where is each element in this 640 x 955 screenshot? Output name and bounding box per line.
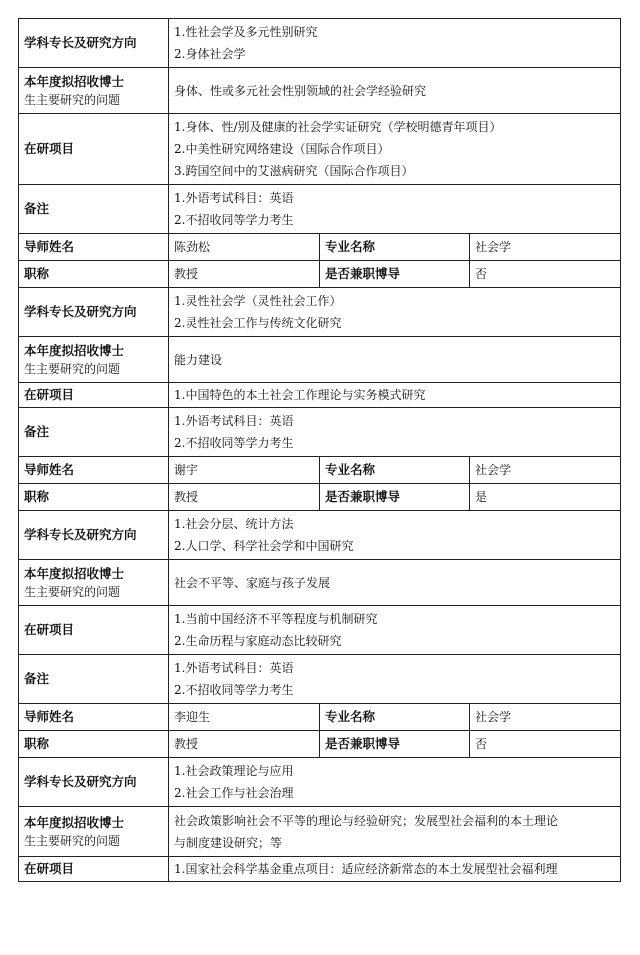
label-advisor-name: 导师姓名 [19,457,169,484]
note-line: 1.外语考试科目：英语 [174,414,294,428]
title-value: 教授 [169,484,320,511]
row-title [19,261,621,288]
label-projects: 在研项目 [19,857,169,882]
label-projects: 在研项目 [19,114,169,185]
advisor-name-value: 李迎生 [169,704,320,731]
row-projects [19,857,621,882]
advisor-name-value: 陈劲松 [169,234,320,261]
label-phd-problem-bold: 本年度拟招收博士 [24,565,125,581]
label-major: 专业名称 [320,457,470,484]
label-major: 专业名称 [320,234,470,261]
note-line: 2.不招收同等学力考生 [174,436,294,450]
row-phd-problem [19,807,621,857]
row-projects [19,114,621,185]
phd-problem-value: 身体、性或多元社会性别领域的社会学经验研究 [169,68,621,114]
projects-value: 1.中国特色的本土社会工作理论与实务模式研究 [169,383,621,408]
label-expertise: 学科专长及研究方向 [19,288,169,337]
project-line: 1.当前中国经济不平等程度与机制研究 [174,612,378,626]
row-advisor-name [19,704,621,731]
notes-value [169,655,621,704]
phd-problem-value: 社会不平等、家庭与孩子发展 [169,560,621,606]
row-expertise [19,511,621,560]
expertise-value [169,19,621,68]
concurrent-value: 否 [470,261,621,288]
row-projects [19,383,621,408]
label-concurrent: 是否兼职博导 [320,484,470,511]
label-notes: 备注 [19,185,169,234]
note-line: 2.不招收同等学力考生 [174,683,294,697]
label-title: 职称 [19,261,169,288]
label-concurrent: 是否兼职博导 [320,731,470,758]
row-advisor-name [19,234,621,261]
expertise-line: 1.性社会学及多元性别研究 [174,25,318,39]
notes-value [169,408,621,457]
label-concurrent: 是否兼职博导 [320,261,470,288]
row-phd-problem [19,337,621,383]
concurrent-value: 是 [470,484,621,511]
advisor-table [18,18,621,882]
expertise-value [169,758,621,807]
label-phd-problem [19,337,169,383]
label-phd-problem-bold: 本年度拟招收博士 [24,73,125,89]
project-line: 2.中美性研究网络建设（国际合作项目） [174,142,390,156]
expertise-line: 2.社会工作与社会治理 [174,786,294,800]
advisor-table-sheet [18,18,620,882]
row-phd-problem [19,560,621,606]
notes-value [169,185,621,234]
label-expertise: 学科专长及研究方向 [19,511,169,560]
project-line: 2.生命历程与家庭动态比较研究 [174,634,342,648]
expertise-line: 1.社会政策理论与应用 [174,764,294,778]
title-value: 教授 [169,731,320,758]
label-phd-problem [19,68,169,114]
row-advisor-name [19,457,621,484]
label-phd-problem [19,560,169,606]
row-expertise [19,758,621,807]
label-projects: 在研项目 [19,606,169,655]
label-phd-problem-normal: 生主要研究的问题 [24,361,121,376]
note-line: 1.外语考试科目：英语 [174,661,294,675]
expertise-line: 1.灵性社会学（灵性社会工作） [174,294,342,308]
projects-value [169,114,621,185]
row-title [19,484,621,511]
project-line: 1.身体、性/别及健康的社会学实证研究（学校明德青年项目） [174,120,502,134]
title-value: 教授 [169,261,320,288]
project-line: 3.跨国空间中的艾滋病研究（国际合作项目） [174,164,414,178]
label-major: 专业名称 [320,704,470,731]
label-phd-problem-normal: 生主要研究的问题 [24,584,121,599]
major-value: 社会学 [470,704,621,731]
label-phd-problem-bold: 本年度拟招收博士 [24,814,125,830]
label-title: 职称 [19,731,169,758]
row-notes [19,185,621,234]
label-phd-problem [19,807,169,857]
note-line: 2.不招收同等学力考生 [174,213,294,227]
phd-problem-value [169,807,621,857]
label-expertise: 学科专长及研究方向 [19,19,169,68]
expertise-value [169,511,621,560]
expertise-line: 2.灵性社会工作与传统文化研究 [174,316,342,330]
label-projects: 在研项目 [19,383,169,408]
row-phd-problem [19,68,621,114]
expertise-value [169,288,621,337]
expertise-line: 2.人口学、科学社会学和中国研究 [174,539,354,553]
phd-problem-line: 社会政策影响社会不平等的理论与经验研究；发展型社会福利的本土理论 [174,813,559,828]
phd-problem-value: 能力建设 [169,337,621,383]
label-advisor-name: 导师姓名 [19,234,169,261]
advisor-name-value: 谢宇 [169,457,320,484]
concurrent-value: 否 [470,731,621,758]
label-expertise: 学科专长及研究方向 [19,758,169,807]
row-expertise [19,288,621,337]
projects-value: 1.国家社会科学基金重点项目：适应经济新常态的本土发展型社会福利理 [169,857,621,882]
label-title: 职称 [19,484,169,511]
label-notes: 备注 [19,408,169,457]
row-notes [19,408,621,457]
label-phd-problem-normal: 生主要研究的问题 [24,92,121,107]
label-notes: 备注 [19,655,169,704]
expertise-line: 2.身体社会学 [174,47,246,61]
major-value: 社会学 [470,457,621,484]
row-title [19,731,621,758]
major-value: 社会学 [470,234,621,261]
phd-problem-line: 与制度建设研究；等 [174,835,283,850]
note-line: 1.外语考试科目：英语 [174,191,294,205]
row-notes [19,655,621,704]
label-phd-problem-normal: 生主要研究的问题 [24,833,121,848]
expertise-line: 1.社会分层、统计方法 [174,517,294,531]
label-advisor-name: 导师姓名 [19,704,169,731]
label-phd-problem-bold: 本年度拟招收博士 [24,342,125,358]
projects-value [169,606,621,655]
row-projects [19,606,621,655]
row-expertise [19,19,621,68]
